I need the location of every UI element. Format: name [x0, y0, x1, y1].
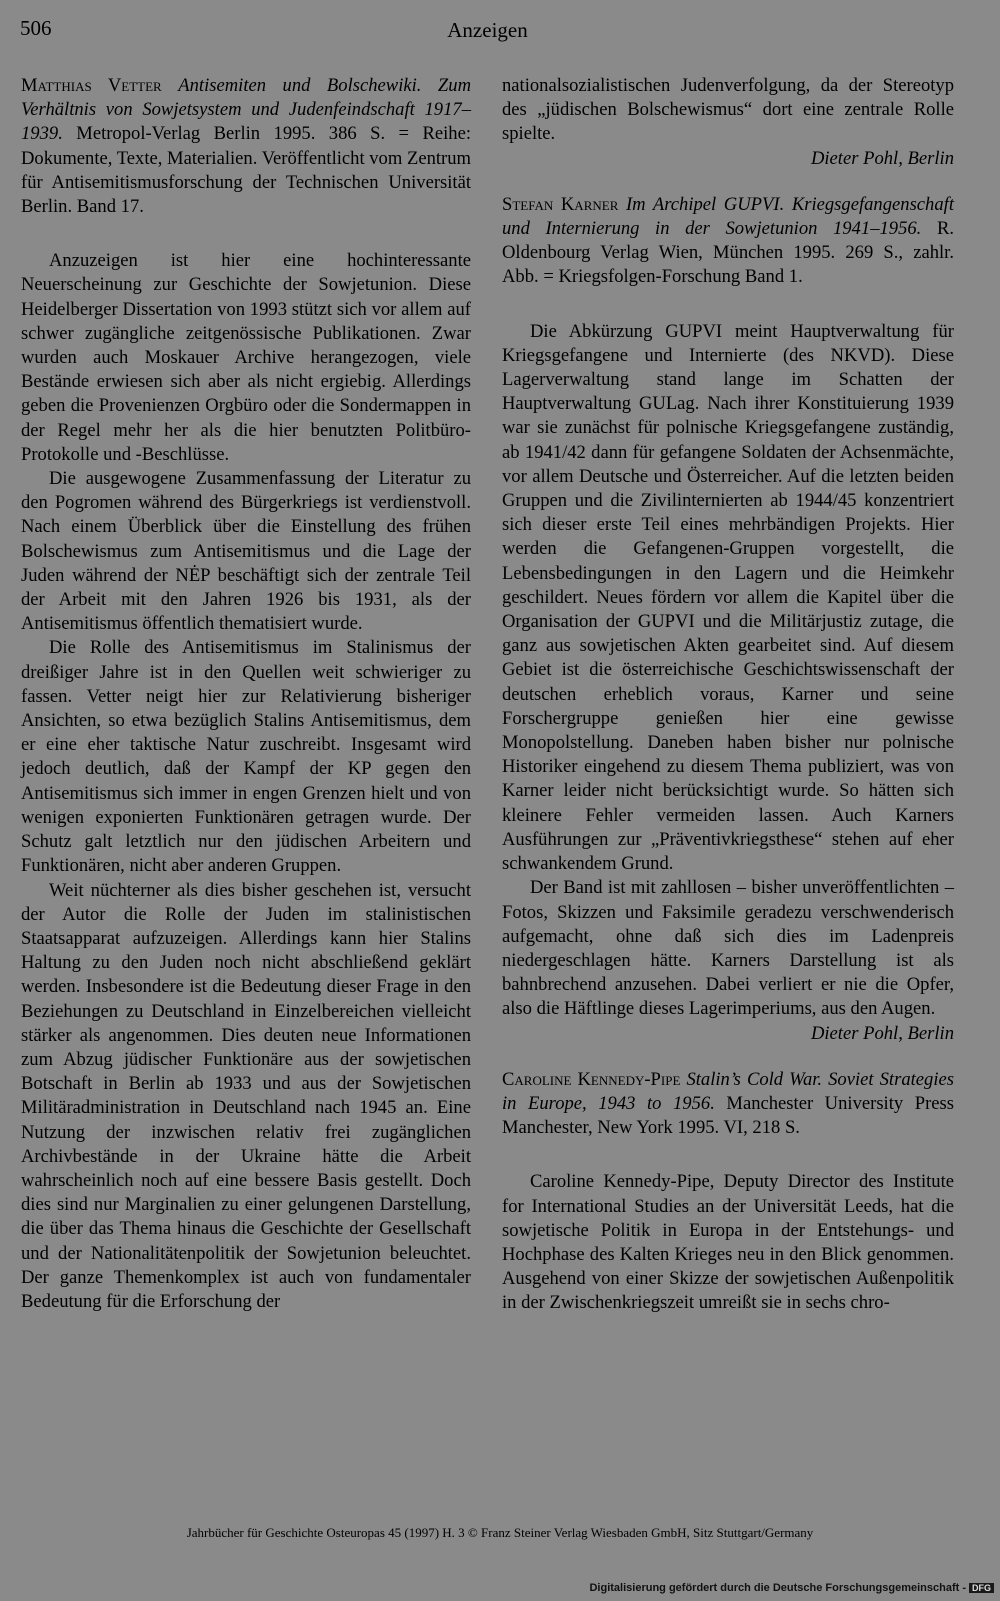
review-body — [502, 320, 954, 1022]
digitization-credit — [589, 1582, 994, 1594]
right-column — [502, 74, 954, 1336]
review-vetter — [21, 74, 471, 1314]
review-paragraph: Anzuzeigen ist hier eine hochinteressante Neuerscheinung zur Geschichte der Sowjetunion. Diese Heidelberger Dissertation von 1993 stützt sich vor allem auf schwer zugängliche zeitgenössische Publikationen. Zwar wurden auch Moskauer Archive herangezogen, viele Bestände erwiesen sich aber als nicht ergiebig. Allerdings geben die Provenienzen Orgbüro oder die Sondermappen in der Regel mehr her als die hier benutzten Politbüro-Protokolle und -Beschlüsse. — [21, 250, 471, 465]
review-continuation: nationalsozialistischen Judenverfolgung, da der Stereotyp des „jüdischen Bolschewismus“ dort eine zentrale Rolle spielte. — [502, 75, 954, 145]
review-paragraph: Die Abkürzung GUPVI meint Hauptverwaltung für Kriegsgefangene und Internierte (des NKVD). Diese Lagerverwaltung stand lange im Schatten der Hauptverwaltung GULag. Nach ihrer Konstituierung 1939 war sie zunächst für polnische Kriegsgefangene zuständig, ab 1941/42 dann für gefangene Soldaten der Achsenmächte, vor allem Deutsche und Österreicher. Auf die letzten beiden Gruppen und die Zivilinternierten ab 1944/45 konzentriert sich dieser erste Teil eines mehrbändigen Projekts. Hier werden die Gefangenen-Gruppen vorgestellt, die Lebensbedingungen in den Lagern und die Heimkehr geschildert. Neues fördern vor allem die Kapitel über die Organisation der GUPVI und die Militärjustiz zutage, die ganz aus sowjetischen Akten gearbeitet sind. Auf diesem Gebiet ist die österreichische Geschichtswissenschaft der deutschen erheblich voraus, Karner und seine Forschergruppe genießen hier eine gewisse Monopolstellung. Daneben haben bisher nur polnische Historiker eingehend zu diesem Thema publiziert, was von Karner leider nicht berücksichtigt wurde. So hätten sich kleinere Fehler vermeiden lassen. Auch Karners Ausführungen zur „Präventivkriegsthese“ stehen auf eher schwankendem Grund. — [502, 320, 954, 875]
running-head: Anzeigen — [447, 18, 528, 42]
reviewer-signature: Dieter Pohl, Berlin — [810, 1022, 954, 1044]
review-karner — [502, 193, 954, 1046]
dfg-logo: DFG — [969, 1583, 994, 1593]
review-paragraph: Caroline Kennedy-Pipe, Deputy Director des Institute for International Studies an der Universität Leeds, hat die sowjetische Politik in Europa in der Entstehungs- und Hochphase des Kalten Krieges neu in den Blick genommen. Ausgehend von einer Skizze der sowjetischen Außenpolitik in der Zwischenkriegszeit umreißt sie in sechs chro- — [502, 1171, 954, 1314]
review-body — [21, 249, 471, 1314]
credit-text: Digitalisierung gefördert durch die Deutsche Forschungsgemeinschaft - — [589, 1582, 966, 1594]
reviewer-signature: Dieter Pohl, Berlin — [810, 147, 954, 169]
review-kennedy-pipe — [502, 1068, 954, 1316]
review-citation — [502, 1068, 954, 1141]
review-paragraph: Die Rolle des Antisemitismus im Stalinismus der dreißiger Jahre ist in den Quellen weit schwieriger zu fassen. Vetter neigt hier zur Relativierung bisheriger Ansichten, so etwa bezüglich Stalins Antisemitismus, dem er eine eher taktische Natur zuschreibt. Insgesamt wird jedoch deutlich, daß der Kampf der KP gegen den Antisemitismus sich immer in engen Grenzen hielt und von wenigen exponierten Funktionären getragen wurde. Der Schutz galt letztlich nur den jüdischen Arbeitern und Funktionären, nicht aber anderen Gruppen. — [21, 637, 471, 877]
citation-title: Im Archipel GUPVI. Kriegsgefangenschaft und Internierung in der Sowjetunion 1941–1956. — [502, 193, 954, 240]
citation-author: Stefan Karner — [502, 193, 619, 215]
review-paragraph: Der Band ist mit zahllosen – bisher unveröffentlichten – Fotos, Skizzen und Faksimile geradezu verschwenderisch aufgemacht, ohne daß sich dies im Ladenpreis niedergeschlagen hätte. Karners Darstellung ist als bahnbrechend anzusehen. Dabei verliert er nie die Opfer, also die Häftlinge dieses Lagerimperiums, aus den Augen. — [502, 877, 954, 1020]
citation-publication: Manchester University Press Manchester, New York 1995. VI, 218 S. — [502, 1092, 954, 1139]
citation-publication: R. Oldenbourg Verlag Wien, München 1995. 269 S., zahlr. Abb. = Kriegsfolgen-Forschung Band 1. — [502, 218, 954, 288]
citation-author: Caroline Kennedy-Pipe — [502, 1068, 681, 1090]
review-paragraph: Weit nüchterner als dies bisher geschehen ist, versucht der Autor die Rolle der Juden im stalinistischen Staatsapparat aufzuzeigen. Allerdings kann hier Stalins Haltung zu den Juden noch nicht abschließend geklärt werden. Insbesondere ist die Bedeutung dieser Frage in den Beziehungen zu Deutschland in Einzelbereichen vielleicht stärker als angenommen. Dies deuten neue Informationen zum Abzug jüdischer Funktionäre aus der sowjetischen Botschaft in Berlin ab 1933 und aus der Sowjetischen Militäradministration in Deutschland nach 1945 an. Eine Nutzung der inzwischen relativ frei zugänglichen Archivbestände in der Ukraine hätte die Arbeit wahrscheinlich noch auf eine bessere Basis gestellt. Doch dies sind nur Marginalien zu einer gelungenen Darstellung, die über das Thema hinaus die Geschichte der Gesellschaft und der Nationalitätenpolitik der Sowjetunion beleuchtet. Der ganze Themenkomplex ist auch von fundamentaler Bedeutung für die Erforschung der — [21, 879, 471, 1312]
citation-title: Antisemiten und Bolschewiki. Zum Verhältnis von Sowjetsystem und Judenfeindschaft 1917–1939. — [21, 75, 471, 145]
citation-title: Stalin’s Cold War. Soviet Strategies in Europe, 1943 to 1956. — [502, 1068, 954, 1114]
page-number: 506 — [20, 16, 52, 40]
review-citation — [502, 193, 954, 290]
review-body — [502, 1170, 954, 1315]
citation-author: Matthias Vetter — [21, 75, 162, 96]
review-paragraph: Die ausgewogene Zusammenfassung der Literatur zu den Pogromen während des Bürgerkriegs ist verdienstvoll. Nach einem Überblick über die Einstellung des frühen Bolschewismus zum Antisemitismus und die Lage der Juden während der NĖP beschäftigt sich der zentrale Teil der Arbeit mit den Jahren 1926 bis 1931, als der Antisemitismus öffentlich thematisiert wurde. — [21, 468, 471, 635]
page-header — [20, 14, 955, 48]
left-column — [21, 74, 471, 1334]
citation-publication: Metropol-Verlag Berlin 1995. 386 S. = Reihe: Dokumente, Texte, Materialien. Veröffentlicht vom Zentrum für Antisemitismusforschung der Technischen Universität Berlin. Band 17. — [21, 123, 471, 218]
journal-footer: Jahrbücher für Geschichte Osteuropas 45 (1997) H. 3 © Franz Steiner Verlag Wiesbaden GmbH, Sitz Stuttgart/Germany — [186, 1525, 814, 1540]
review-citation — [21, 74, 471, 219]
